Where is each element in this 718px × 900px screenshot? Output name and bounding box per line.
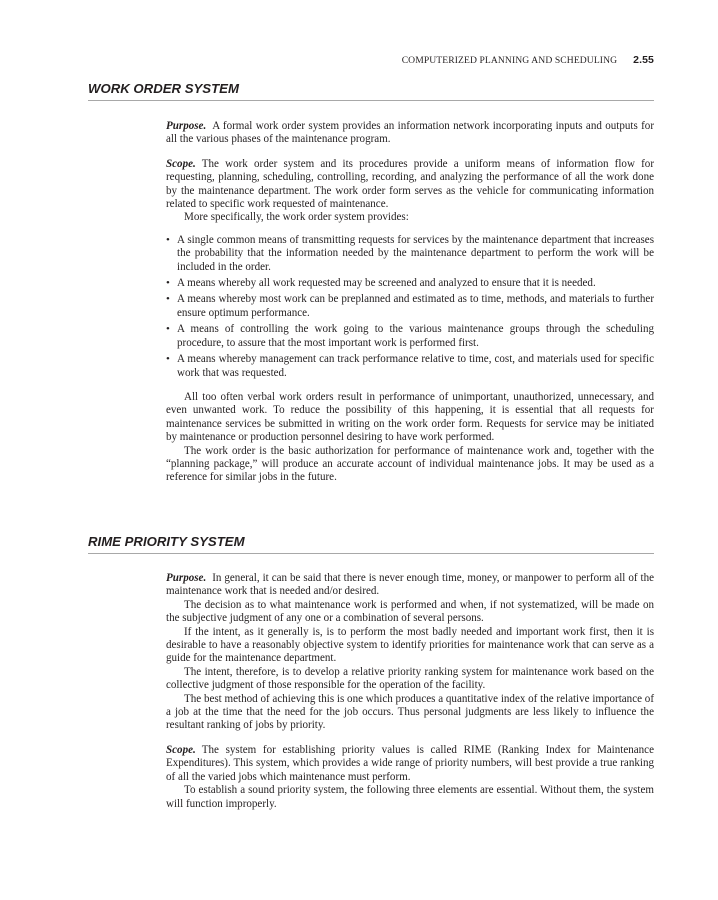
bullet-icon: • xyxy=(166,277,170,290)
work-order-body xyxy=(166,120,654,485)
verbal-orders-paragraph: All too often verbal work orders result in performance of unimportant, unauthorized, unnecessary, and even unwanted work. To reduce the possibility of this happening, it is essential that all requests for maintenance services be submitted in writing on the work order form. Requests for service may be initiated by maintenance or production personnel desiring to have work performed. xyxy=(166,390,654,444)
list-item: • A means of controlling the work going to the various maintenance groups through the scheduling procedure, to assure that the most important work is performed first. xyxy=(166,323,654,349)
purpose-label: Purpose. xyxy=(166,572,207,584)
section-heading-work-order: WORK ORDER SYSTEM xyxy=(88,82,654,101)
page-number: 2.55 xyxy=(633,54,654,66)
list-item: • A means whereby all work requested may be screened and analyzed to ensure that it is needed. xyxy=(166,277,596,290)
section-heading-rime: RIME PRIORITY SYSTEM xyxy=(88,535,654,554)
authorization-paragraph: The work order is the basic authorization for performance of maintenance work and, together with the “planning package,” will produce an accurate account of individual maintenance jobs. It may be used as a reference for similar jobs in the future. xyxy=(166,444,654,484)
provides-list xyxy=(166,234,654,380)
purpose-label: Purpose. xyxy=(166,120,207,132)
bullet-icon: • xyxy=(166,293,170,306)
list-item: • A single common means of transmitting requests for services by the maintenance department that increases the probability that the information needed by the maintenance department to perform the work will be included in the order. xyxy=(166,233,654,273)
bullet-icon: • xyxy=(166,233,170,246)
rime-purpose xyxy=(166,572,654,599)
list-item: • A means whereby most work can be preplanned and estimated as to time, methods, and materials to further ensure optimum performance. xyxy=(166,293,654,319)
decision-paragraph: The decision as to what maintenance work is performed and when, if not systematized, will be made on the subjective judgment of any one or a combination of several persons. xyxy=(166,598,654,625)
therefore-paragraph: The intent, therefore, is to develop a relative priority ranking system for maintenance work based on the collective judgment of those responsible for the operation of the facility. xyxy=(166,665,654,692)
bullet-icon: • xyxy=(166,353,170,366)
running-title: COMPUTERIZED PLANNING AND SCHEDULING xyxy=(401,55,618,66)
best-method-paragraph: The best method of achieving this is one which produces a quantitative index of the relative importance of a job at the time that the need for the job occurs. Thus personal judgments are less likely to influence the resultant ranking of jobs by priority. xyxy=(166,692,654,732)
specifically-paragraph: More specifically, the work order system provides: xyxy=(184,211,409,224)
work-order-purpose xyxy=(166,120,654,147)
scope-text: The system for establishing priority values is called RIME (Ranking Index for Maintenance Expenditures). This system, which provides a wide range of priority numbers, will best provide a true ranking of all the varied jobs which maintenance must perform. xyxy=(166,743,654,783)
purpose-text: In general, it can be said that there is never enough time, money, or manpower to perform all of the maintenance work that is needed and/or desired. xyxy=(166,572,654,598)
intent-paragraph: If the intent, as it generally is, is to perform the most badly needed and important work first, then it is desirable to have a reasonably objective system to identify priorities for maintenance work that can serve as a guide for the maintenance department. xyxy=(166,625,654,665)
scope-label: Scope. xyxy=(166,157,196,170)
running-head xyxy=(0,54,654,66)
list-item: • A means whereby management can track performance relative to time, cost, and materials used for specific work that was requested. xyxy=(166,353,654,379)
establish-paragraph: To establish a sound priority system, the following three elements are essential. Without them, the system will function improperly. xyxy=(166,784,654,810)
purpose-text: A formal work order system provides an information network incorporating inputs and outputs for all the various phases of the maintenance program. xyxy=(166,120,654,146)
rime-body xyxy=(166,572,654,811)
scope-text: The work order system and its procedures provide a uniform means of information flow for requesting, planning, scheduling, controlling, recording, and analyzing the performance of all the work done by the maintenance department. The work order form serves as the vehicle for communicating information related to specific work requested of maintenance. xyxy=(166,157,654,211)
bullet-icon: • xyxy=(166,323,170,336)
work-order-scope xyxy=(166,158,654,212)
rime-scope xyxy=(166,744,654,784)
scope-label: Scope. xyxy=(166,743,196,756)
